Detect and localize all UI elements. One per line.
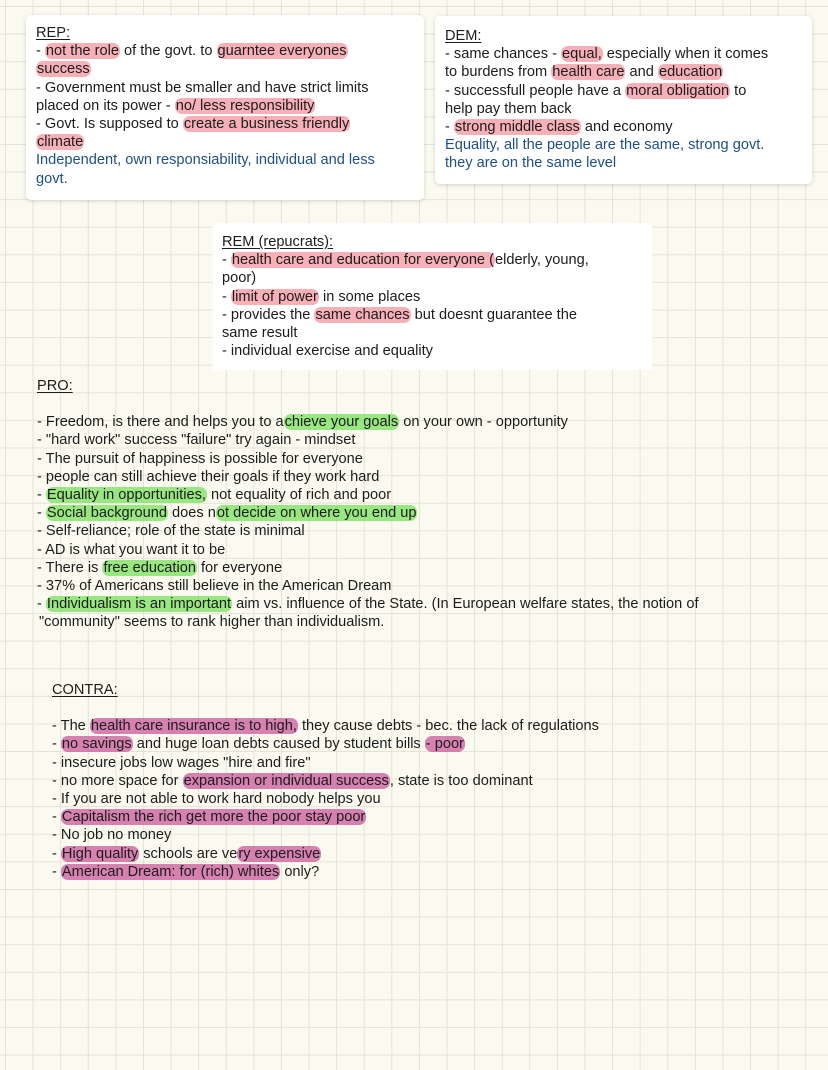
contra-line: - No job no money [52, 827, 172, 844]
dem-line: - same chances - equal, especially when it comes [445, 46, 769, 63]
rep-line: - Govt. Is supposed to create a business friendly [36, 116, 350, 133]
rep-title: REP: [36, 25, 71, 41]
dem-note: they are on the same level [445, 155, 617, 172]
rep-line: success [37, 61, 90, 78]
rep-card [26, 15, 424, 200]
rem-line: poor) [222, 270, 257, 287]
dem-line: help pay them back [445, 100, 572, 117]
pro-line: - "hard work" success "failure" try again - mindset [37, 432, 356, 449]
rem-title: REM (repucrats): [222, 234, 334, 250]
contra-line: - American Dream: for (rich) whites only? [52, 863, 320, 880]
rep-line: - Government must be smaller and have strict limits [36, 79, 369, 96]
rem-line: - limit of power in some places [222, 288, 421, 305]
rep-line: - not the role of the govt. to guarntee everyones [36, 43, 347, 60]
rem-line: same result [222, 325, 298, 342]
pro-section [37, 377, 699, 632]
rep-note: govt. [36, 170, 68, 187]
rem-line: - individual exercise and equality [222, 343, 433, 360]
contra-title: CONTRA: [52, 682, 118, 698]
dem-line: - strong middle class and economy [445, 119, 673, 136]
rep-line: placed on its power - no/ less responsibility [36, 97, 315, 114]
rem-box [213, 223, 652, 370]
contra-line: - no more space for expansion or individual success, state is too dominant [52, 772, 533, 789]
contra-line: - Capitalism the rich get more the poor stay poor [52, 809, 366, 826]
pro-line: - Self-reliance; role of the state is minimal [37, 523, 305, 540]
contra-section [52, 681, 599, 881]
pro-title: PRO: [37, 378, 73, 394]
rem-line: - health care and education for everyone (elderly, young, [222, 252, 589, 269]
dem-card [435, 16, 812, 184]
dem-note: Equality, all the people are the same, strong govt. [445, 137, 765, 154]
pro-line: - Individualism is an important aim vs. influence of the State. (In European welfare states, the notion of [37, 596, 699, 613]
rep-line: climate [37, 134, 84, 151]
rem-line: - provides the same chances but doesnt guarantee the [222, 306, 577, 323]
contra-line: - insecure jobs low wages "hire and fire" [52, 754, 311, 771]
contra-line: - If you are not able to work hard nobody helps you [52, 791, 381, 808]
contra-line: - High quality schools are very expensive [52, 845, 321, 862]
pro-line: - Equality in opportunities, not equality of rich and poor [37, 487, 392, 504]
dem-line: - successfull people have a moral obligation to [445, 82, 747, 99]
pro-line: - Freedom, is there and helps you to achieve your goals on your own - opportunity [37, 414, 568, 431]
rep-note: Independent, own responsiability, individual and less [36, 152, 375, 169]
dem-title: DEM: [445, 28, 482, 44]
pro-line: - people can still achieve their goals if they work hard [37, 468, 380, 485]
contra-line: - no savings and huge loan debts caused by student bills - poor [52, 736, 464, 753]
pro-line: - 37% of Americans still believe in the American Dream [37, 578, 392, 595]
pro-line: "community" seems to rank higher than individualism. [39, 614, 385, 631]
pro-line: - The pursuit of happiness is possible for everyone [37, 450, 363, 467]
pro-line: - Social background does not decide on where you end up [37, 505, 417, 522]
contra-line: - The health care insurance is to high, they cause debts - bec. the lack of regulations [52, 718, 599, 735]
pro-line: - AD is what you want it to be [37, 541, 226, 558]
dem-line: to burdens from health care and education [445, 64, 723, 81]
pro-line: - There is free education for everyone [37, 559, 283, 576]
